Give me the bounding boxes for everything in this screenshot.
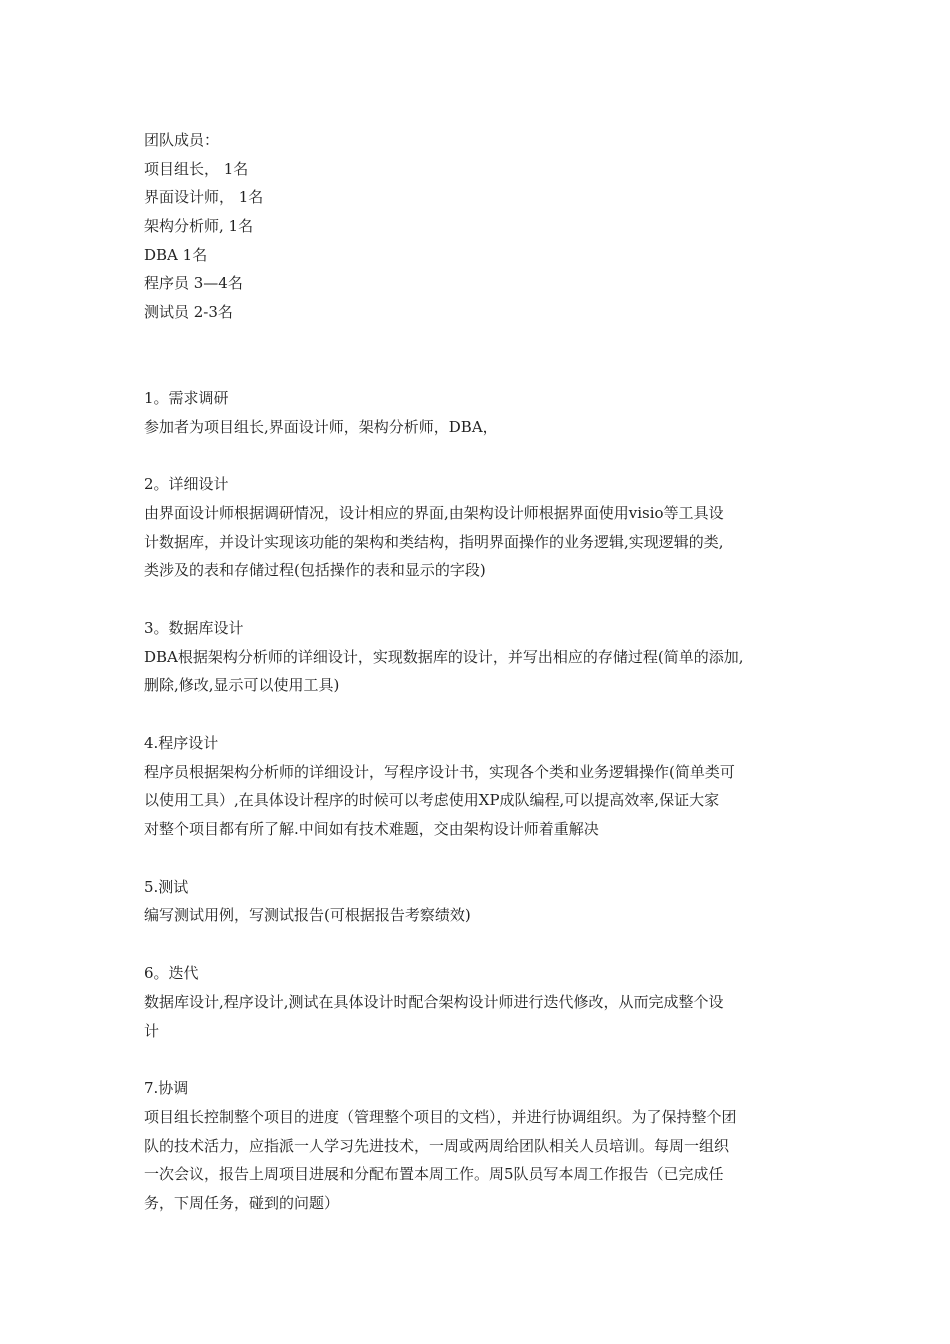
section-title: 1。需求调研	[144, 388, 229, 407]
team-member-line: DBA 1名	[144, 245, 208, 264]
section-title: 6。迭代	[144, 964, 199, 983]
section-text-line: 程序员根据架构分析师的详细设计，写程序设计书，实现各个类和业务逻辑操作(简单类可	[144, 762, 735, 781]
team-members-block	[144, 126, 824, 327]
section-text-line: 类涉及的表和存储过程(包括操作的表和显示的字段)	[144, 561, 486, 580]
team-member-line: 测试员 2-3名	[144, 303, 233, 322]
section-text-line: 队的技术活力，应指派一人学习先进技术，一周或两周给团队相关人员培训。每周一组织	[144, 1136, 730, 1155]
section-title: 7.协调	[144, 1079, 189, 1098]
section-text-line: 编写测试用例，写测试报告(可根据报告考察绩效)	[144, 906, 471, 925]
section-text-line: 计	[144, 1021, 160, 1040]
section-text-line: 务，下周任务，碰到的问题）	[144, 1193, 340, 1212]
section-program-design	[144, 729, 824, 844]
section-coordination	[144, 1074, 824, 1217]
section-text-line: 删除,修改,显示可以使用工具)	[144, 676, 340, 695]
document-body	[144, 126, 824, 1247]
section-title: 5.测试	[144, 877, 189, 896]
section-text-line: 一次会议，报告上周项目进展和分配布置本周工作。周5队员写本周工作报告（已完成任	[144, 1165, 724, 1184]
team-member-line: 界面设计师， 1名	[144, 188, 264, 207]
team-heading: 团队成员：	[144, 131, 220, 149]
team-member-line: 架构分析师, 1名	[144, 217, 254, 236]
section-text-line: DBA根据架构分析师的详细设计，实现数据库的设计，并写出相应的存储过程(简单的添加,	[144, 647, 744, 666]
section-text-line: 参加者为项目组长,界面设计师，架构分析师，DBA，	[144, 417, 498, 436]
section-requirements	[144, 384, 824, 441]
section-title: 2。详细设计	[144, 475, 229, 494]
section-testing	[144, 873, 824, 930]
section-detailed-design	[144, 470, 824, 585]
section-iteration	[144, 959, 824, 1045]
section-text-line: 对整个项目都有所了解.中间如有技术难题，交由架构设计师着重解决	[144, 820, 599, 839]
section-text-line: 由界面设计师根据调研情况，设计相应的界面,由架构设计师根据界面使用visio等工具设	[144, 503, 724, 522]
section-title: 3。数据库设计	[144, 618, 244, 637]
section-database-design	[144, 614, 824, 700]
team-member-line: 项目组长， 1名	[144, 159, 249, 178]
section-text-line: 项目组长控制整个项目的进度（管理整个项目的文档），并进行协调组织。为了保持整个团	[144, 1107, 737, 1126]
team-member-line: 程序员 3—4名	[144, 274, 243, 293]
section-text-line: 数据库设计,程序设计,测试在具体设计时配合架构设计师进行迭代修改，从而完成整个设	[144, 992, 724, 1011]
section-text-line: 以使用工具）,在具体设计程序的时候可以考虑使用XP成队编程,可以提高效率,保证大家	[144, 791, 720, 810]
section-text-line: 计数据库，并设计实现该功能的架构和类结构，指明界面操作的业务逻辑,实现逻辑的类,	[144, 532, 724, 551]
section-title: 4.程序设计	[144, 734, 219, 752]
